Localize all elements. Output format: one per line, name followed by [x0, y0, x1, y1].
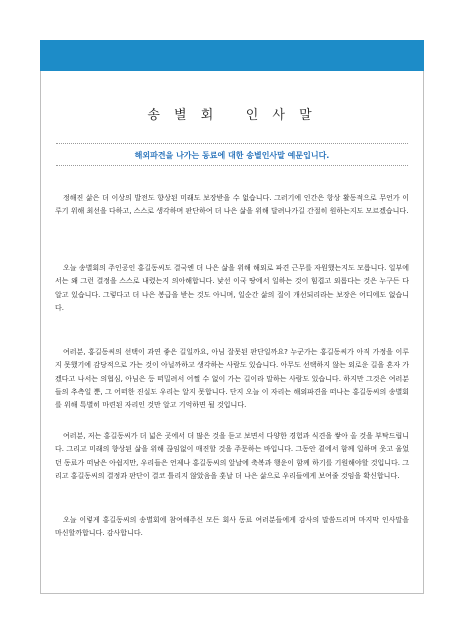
subtitle-top-divider: [56, 143, 408, 144]
paragraph-5: 오늘 이렇게 홍길동씨의 송별회에 참여해주신 모든 회사 동료 여러분들에게 감사의 말씀드리며 마지막 인사말을 마신할까합니다. 감사합니다.: [55, 516, 409, 538]
paragraph-2: 오늘 송별회의 주인공인 홍길동씨도 결국엔 더 나은 삶을 위해 해외로 파견 근무를 자원했는지도 모릅니다. 일부에서는 왜 그런 결정을 스스로 내렸는지 의아해합니다. 낯선 이국 땅에서 일하는 것이 힘겹고 외롭다는 것은 누구든 다 알고 있습니다. 그렇다고 더 나은 봉급을 받는 것도 아니며, 일순간 삶의 질이 개선되리라는 보장은 어디에도 없습니다.: [55, 264, 409, 312]
subtitle-bottom-divider: [56, 165, 408, 166]
paragraph-4: 여러분, 저는 홍길동씨가 더 넓은 곳에서 더 많은 것을 듣고 보면서 다양한 경험과 식견을 쌓아 올 것을 부탁드립니다. 그리고 미래의 향상된 삶을 위해 끊임없이 매진할 것을 주문하는 바입니다. 그동안 곁에서 함께 일하며 웃고 울었던 동료가 떠남은 아쉽지만, 우리들은 언제나 홍길동씨의 앞날에 축복과 행운이 함께 하기를 기원해야할 것입니다. 그리고 홍길동씨의 결정과 판단이 결코 틀리지 않았음을 훗날 더 나은 삶으로 우리들에게 보여줄 것임을 확신합니다.: [55, 432, 409, 480]
page-border: [40, 40, 424, 594]
paragraph-3: 여러분, 홍길동씨의 선택이 과연 좋은 길일까요, 아님 잘못된 판단일까요? 누군가는 홍길동씨가 아직 가정을 이루지 못했기에 감당적으로 가는 것이 아닐까하고 생각하는 사람도 있습니다. 아무도 선택하지 않는 외로운 길을 혼자 가겠다고 나서는 의협심, 아님은 등 떠밀려서 어쩔 수 없이 가는 길이라 말하는 사람도 있습니다. 하지만 그것은 여러분들의 추측일 뿐, 그 어떠한 진실도 우리는 알지 못합니다. 단지 오늘 이 자리는 해외파견을 떠나는 홍길동씨의 송별회를 위해 특별히 마련된 자리인 것만 알고 기억하면 될 것입니다.: [55, 348, 409, 410]
document-subtitle: 해외파견을 나가는 동료에 대한 송별인사말 예문입니다.: [134, 151, 330, 160]
document-title: 송 별 회 인 사 말: [147, 108, 317, 123]
paragraph-1: 정해진 삶은 더 이상의 발전도 향상된 미래도 보장받을 수 없습니다. 그러기에 인간은 항상 활동적으로 무언가 이루기 위해 최선을 다하고, 스스로 생각하며 판단하여 더 나은 삶을 위해 달려나가길 간절히 원하는지도 모르겠습니다.: [55, 194, 409, 216]
header-color-bar: [40, 40, 424, 71]
